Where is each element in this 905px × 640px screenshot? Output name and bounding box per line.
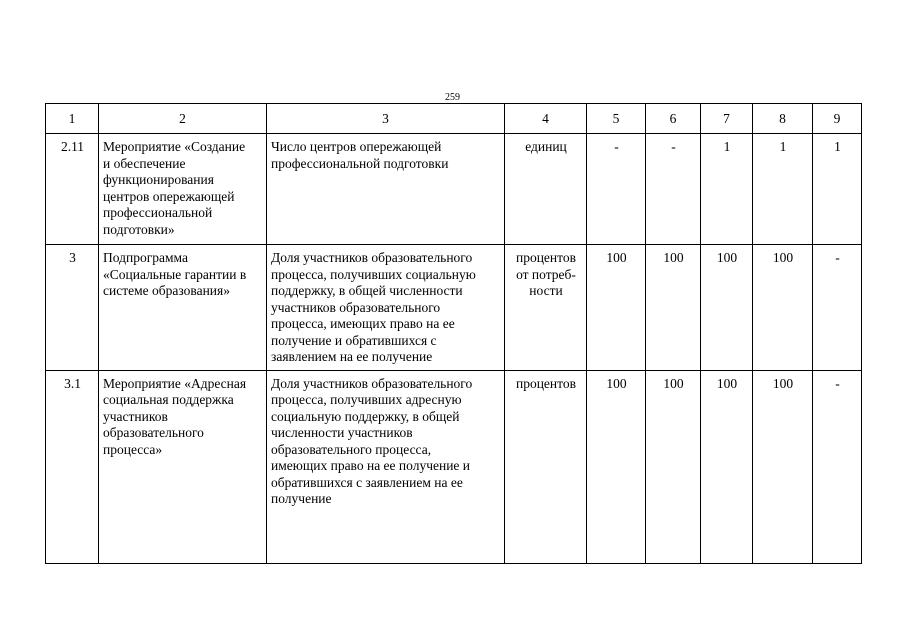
row-number: 2.11 <box>46 134 99 245</box>
column-header-8: 8 <box>753 104 813 134</box>
activity-name: Мероприятие «Создание и обеспечение функционирования центров опережающей профессиональной подготовки» <box>99 134 267 245</box>
page-number: 259 <box>445 92 460 103</box>
unit-of-measure: единиц <box>505 134 587 245</box>
indicators-table <box>45 103 862 564</box>
table-header-row <box>46 104 862 134</box>
value-col-8: 100 <box>753 370 813 563</box>
value-col-9: 1 <box>813 134 862 245</box>
value-col-6: 100 <box>646 245 701 371</box>
column-header-1: 1 <box>46 104 99 134</box>
value-col-7: 100 <box>701 245 753 371</box>
activity-name: Подпрограмма «Социальные гарантии в системе образования» <box>99 245 267 371</box>
value-col-9: - <box>813 370 862 563</box>
table-row <box>46 245 862 371</box>
column-header-7: 7 <box>701 104 753 134</box>
value-col-7: 1 <box>701 134 753 245</box>
unit-of-measure: процентов от потреб- ности <box>505 245 587 371</box>
table-row <box>46 134 862 245</box>
value-col-8: 100 <box>753 245 813 371</box>
value-col-6: 100 <box>646 370 701 563</box>
indicator-name: Доля участников образовательного процесса, получивших социальную поддержку, в общей численности участников образовательного процесса, имеющих право на ее получение и обратившихся с заявлением на ее получение <box>267 245 505 371</box>
value-col-5: 100 <box>587 370 646 563</box>
value-col-8: 1 <box>753 134 813 245</box>
activity-name: Мероприятие «Адресная социальная поддержка участников образовательного процесса» <box>99 370 267 563</box>
value-col-5: 100 <box>587 245 646 371</box>
value-col-6: - <box>646 134 701 245</box>
column-header-6: 6 <box>646 104 701 134</box>
column-header-5: 5 <box>587 104 646 134</box>
unit-of-measure: процентов <box>505 370 587 563</box>
row-number: 3.1 <box>46 370 99 563</box>
value-col-7: 100 <box>701 370 753 563</box>
column-header-4: 4 <box>505 104 587 134</box>
column-header-2: 2 <box>99 104 267 134</box>
column-header-3: 3 <box>267 104 505 134</box>
value-col-5: - <box>587 134 646 245</box>
table-row <box>46 370 862 563</box>
indicator-name: Число центров опережающей профессиональной подготовки <box>267 134 505 245</box>
indicator-name: Доля участников образовательного процесса, получивших адресную социальную поддержку, в общей численности участников образовательного процесса, имеющих право на ее получение и обратившихся с заявлением на ее получение <box>267 370 505 563</box>
value-col-9: - <box>813 245 862 371</box>
row-number: 3 <box>46 245 99 371</box>
column-header-9: 9 <box>813 104 862 134</box>
